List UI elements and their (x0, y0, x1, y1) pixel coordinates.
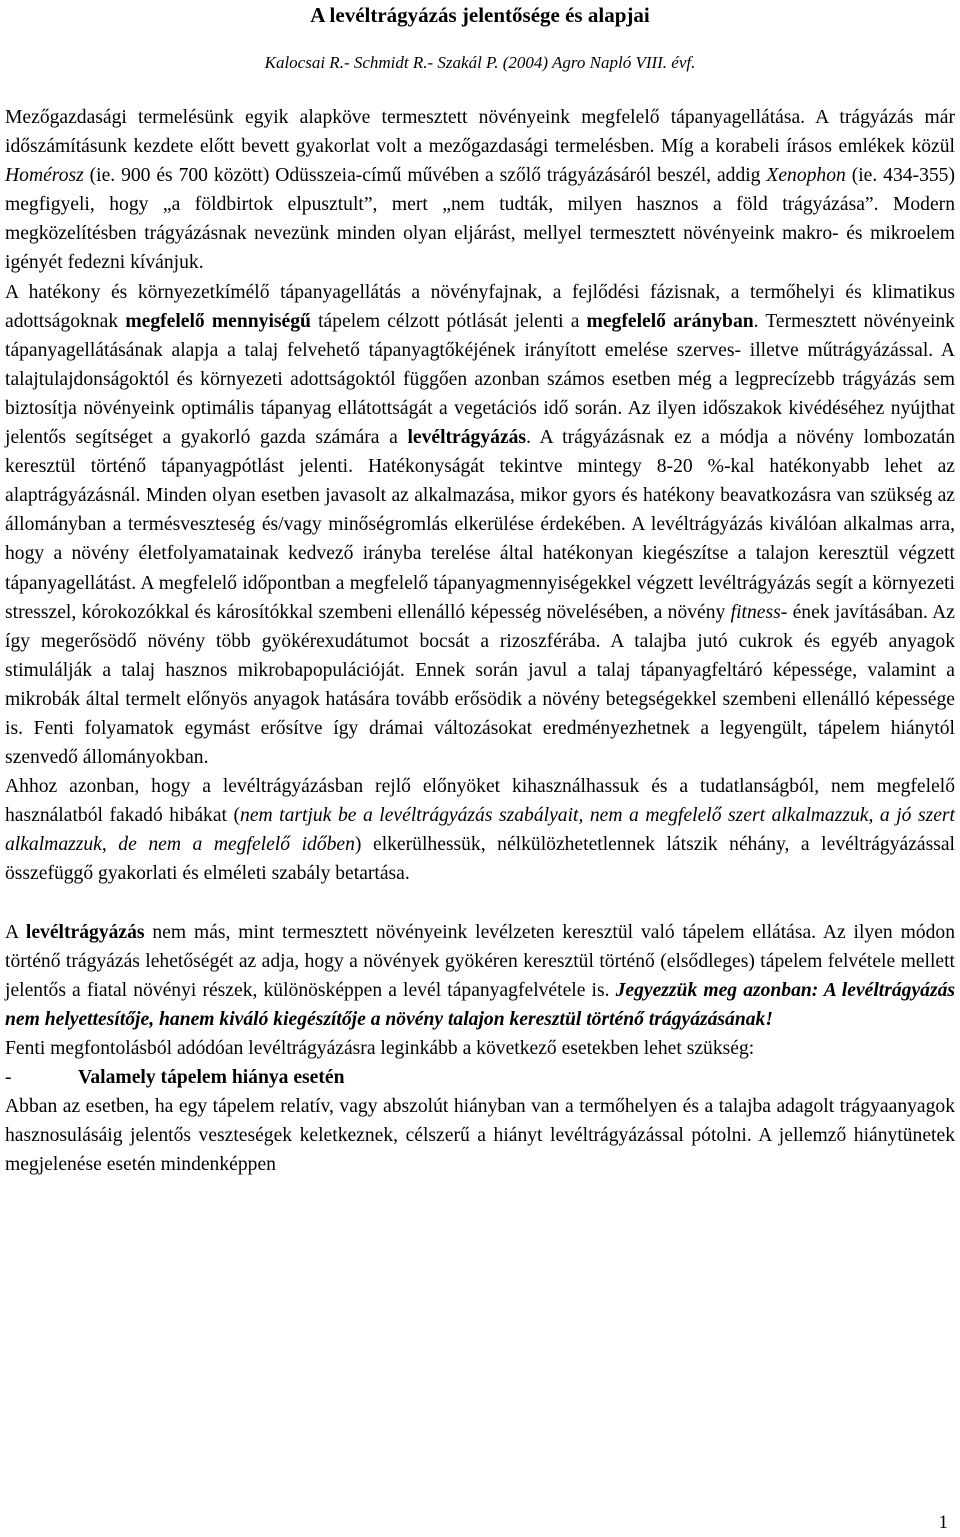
bold-phrase: megfelelő mennyiségű (125, 310, 311, 332)
paragraph-cases-intro (5, 1034, 955, 1063)
italic-name-homeros: Homérosz (5, 165, 84, 187)
bold-term-foliar-fertilization: levéltrágyázás (407, 427, 527, 449)
text-run: - ének javításában. Az így megerősödő növény több gyökérexudátumot bocsát a rizoszférába. A talajba jutó cukrok és egyéb anyagok stimulálják a talaj hasznos mikrobapopulációját. Ennek során javul a talaj tápanyagfeltáró képessége, valamint a mikrobák által termelt előnyös anyagok hatására tovább erősödik a növény betegségekkel szembeni ellenálló képessége is. Fenti folyamatok egymást erősítve így drámai változásokat eredményezhetnek a legyengült, tápelem hiánytól szenvedő állományokban. (5, 601, 955, 769)
text-run: Fenti megfontolásból adódóan levéltrágyázásra leginkább a következő esetekben lehet szükség: (5, 1037, 755, 1059)
list-dash: - (5, 1067, 12, 1088)
text-run: Mezőgazdasági termelésünk egyik alapköve termesztett növényeink megfelelő tápanyagellátása. A trágyázás már időszámításunk kezdete előtt bevett gyakorlat volt a mezőgazdasági termelésben. Míg a korabeli írásos emlékek közül (5, 107, 955, 158)
text-run: (ie. 434-355) megfigyeli, hogy „a földbirtok elpusztult”, mert „nem tudták, milyen hasznos a föld trágyázása”. Modern megközelítésben trágyázásnak nevezünk minden olyan eljárást, mellyel termesztett növényeink makro- és mikroelem igényét fedezni kívánjuk. (5, 165, 955, 274)
text-run: tápelem célzott pótlását jelenti a (310, 310, 587, 332)
citation: Kalocsai R.- Schmidt R.- Szakál P. (2004) Agro Napló VIII. évf. (264, 53, 696, 72)
paragraph-intro (5, 103, 955, 278)
document-title: A levéltrágyázás jelentősége és alapjai (310, 3, 650, 27)
text-run: A hatékony és környezetkímélő tápanyagellátás a növényfajnak, a fejlődési fázisnak, a termőhelyi és klimatikus adottságoknak (5, 281, 955, 332)
text-run: ) elkerülhessük, nélkülözhetetlennek látszik néhány, a levéltrágyázással összefüggő gyakorlati és elméleti szabály betartása. (5, 834, 955, 885)
text-run: . A trágyázásnak ez a módja a növény lombozatán keresztül történő tápanyagpótlást jelenti. Hatékonyságát tekintve mintegy 8-20 %-kal hatékonyabb lehet az alaptrágyázásnál. Minden olyan esetben javasolt az alkalmazása, mikor gyors és hatékony beavatkozásra van szükség az állományban a termésveszteség és/vagy minőségromlás elkerülése érdekében. A levéltrágyázás kiválóan alkalmas arra, hogy a növény életfolyamatainak kedvező irányba terelése által hatékonyan kiegészítse a talajon keresztül végzett tápanyagellátást. A megfelelő időpontban a megfelelő tápanyagmennyiségekkel végzett levéltrágyázás segít a környezeti stresszel, kórokozókkal és károsítókkal szembeni ellenálló képesség növelésében, a növény (5, 427, 956, 623)
text-run: (ie. 900 és 700 között) Odüsszeia-című művében a szőlő trágyázásáról beszél, addig (83, 165, 767, 187)
paragraph-nutrient-deficiency (5, 1092, 955, 1179)
italic-mistakes: nem tartjuk be a levéltrágyázás szabályait, nem a megfelelő szert alkalmazzuk, a jó szert alkalmazzuk, de nem a megfelelő időben (5, 805, 955, 856)
text-run: Ahhoz azonban, hogy a levéltrágyázásban rejlő előnyöket kihasználhassuk és a tudatlanságból, nem megfelelő használatból fakadó hibákat ( (5, 776, 955, 827)
paragraph-spacer (5, 889, 955, 918)
body-text (5, 103, 955, 1179)
paragraph-efficient-nutrition (5, 278, 955, 773)
paragraph-rules (5, 772, 955, 888)
italic-name-xenophon: Xenophon (766, 165, 846, 187)
text-run: nem más, mint termesztett növényeink levélzeten keresztül való tápelem ellátása. Az ilyen módon történő trágyázás lehetőségét az adja, hogy a növények gyökéren keresztül történő (elsődleges) tápelem felvétele mellett jelentős a fiatal növényi részek, különösképpen a levél tápanyagfelvétele is. (5, 921, 955, 1001)
list-heading-label: Valamely tápelem hiánya esetén (78, 1067, 345, 1088)
page-number: 1 (938, 1512, 948, 1533)
text-run: A (5, 921, 26, 943)
paragraph-definition (5, 918, 955, 1034)
bold-phrase: megfelelő arányban (586, 310, 754, 332)
note-text: Jegyezzük meg azonban: A levéltrágyázás nem helyettesítője, hanem kiváló kiegészítője a növény talajon keresztül történő trágyázásának! (5, 979, 955, 1030)
list-heading (5, 1063, 955, 1092)
text-run: Abban az esetben, ha egy tápelem relatív, vagy abszolút hiányban van a termőhelyen és a talajba adagolt trágyaanyagok hasznosulásáig jelentős veszteségek keletkeznek, célszerű a hiányt levéltrágyázással pótolni. A jellemző hiánytünetek megjelenése esetén mindenképpen (5, 1096, 955, 1176)
text-run: . Termesztett növényeink tápanyagellátásának alapja a talaj felvehető tápanyagtőkéjének irányított emelése szerves- illetve műtrágyázással. A talajtulajdonságoktól és környezeti adottságoktól függően azonban számos esetben még a legprecízebb trágyázás sem biztosítja növényeink optimális tápanyag ellátottságát a vegetációs idő során. Az ilyen időszakok kivédéséhez nyújthat jelentős segítséget a gyakorló gazda számára a (5, 310, 955, 449)
italic-term-fitness: fitness (730, 601, 781, 623)
bold-term-foliar-fertilization: levéltrágyázás (25, 921, 145, 943)
